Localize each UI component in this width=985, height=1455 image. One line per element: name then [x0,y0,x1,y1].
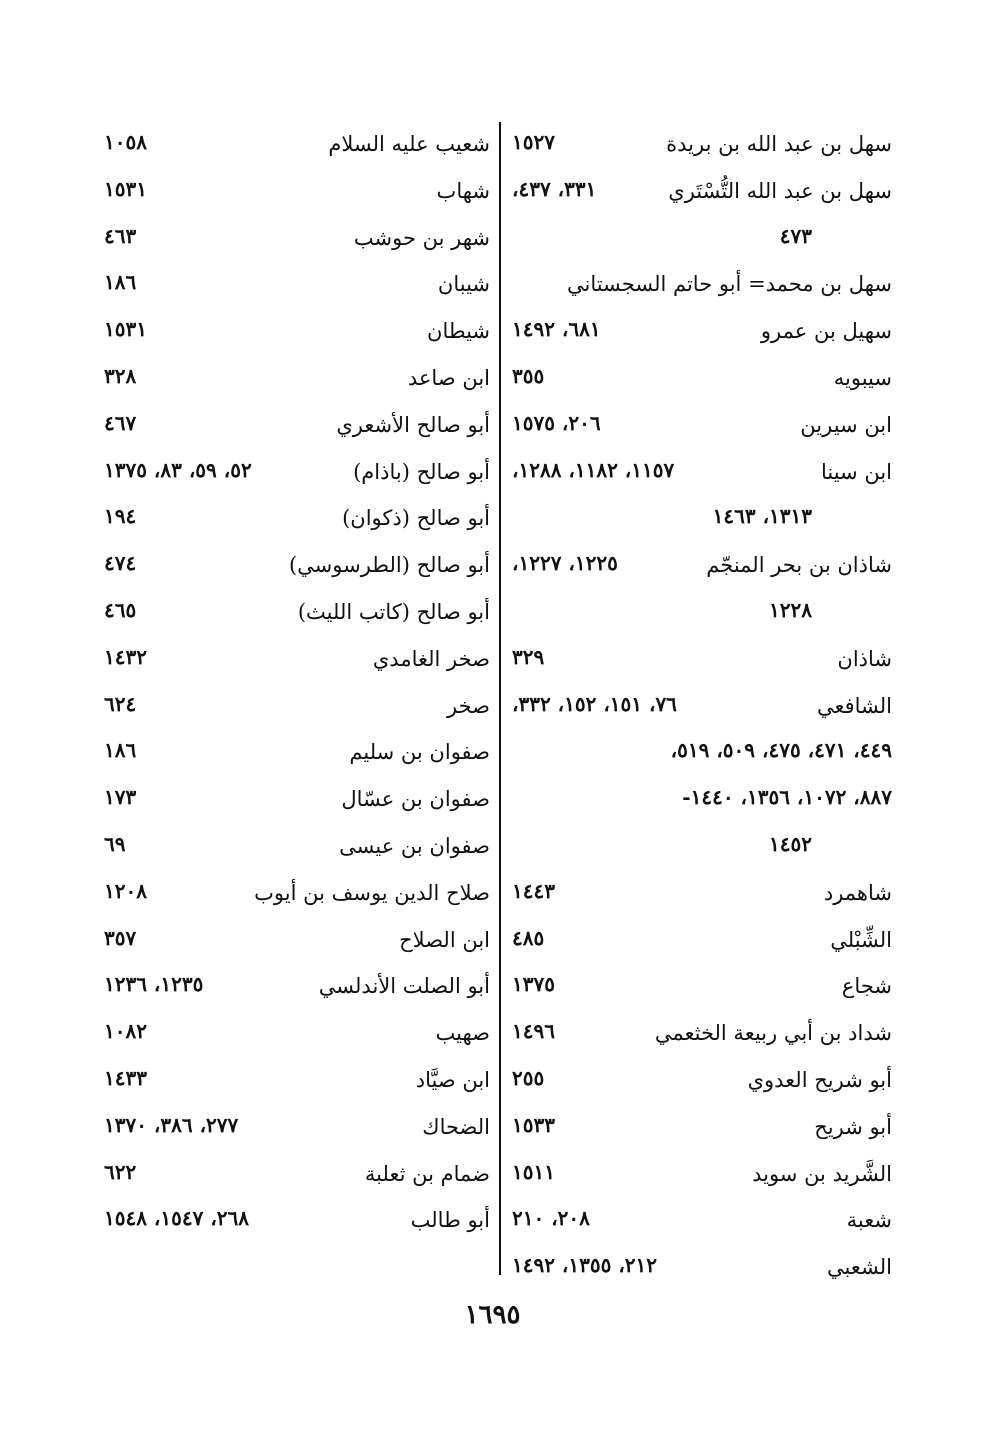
entry-name: أبو صالح (الطرسوسي) [288,553,490,578]
entry-name: أبو شريح [814,1114,892,1139]
entry-name: صفوان بن عيسى [339,833,490,858]
index-entry [104,358,490,405]
index-entry [512,1154,892,1201]
entry-name: شاذان بن بحر المنجّم [706,553,892,578]
entry-name: ابن صاعد [407,365,490,390]
entry-page-numbers: ١٣١٣، ١٤٦٣ [712,504,812,529]
entry-page-numbers: ١٥٢٧ [512,130,555,154]
entry-name: شعبة [846,1208,892,1233]
entry-page-numbers: ٢٦٨، ١٥٤٧، ١٥٤٨ [104,1206,250,1231]
entry-name: صهيب [435,1021,490,1046]
entry-page-numbers: ١٥٣٣ [512,1112,555,1137]
entry-name: سهل بن عبد الله التُّسْتَري [668,178,892,203]
entry-name: شهر بن حوشب [353,225,490,250]
index-entry [512,311,892,358]
entry-page-numbers: ٦٨١، ١٤٩٢ [512,317,601,342]
entry-name: سهل بن محمد= أبو حاتم السجستاني [566,272,892,297]
index-entry [104,920,490,967]
entry-page-numbers: ١٢٠٨ [104,878,147,903]
entry-name: أبو الصلت الأندلسي [318,974,490,999]
index-entry-continuation [512,592,892,639]
entry-page-numbers: ٧٦، ١٥١، ١٥٢، ٣٣٢، [512,691,677,716]
entry-page-numbers: ١٤٤٣ [512,878,555,903]
entry-name: صفوان بن عسّال [341,787,490,812]
entry-page-numbers: ٢٥٥ [512,1065,545,1090]
entry-page-numbers: ١٤٩٦ [512,1019,555,1044]
entry-page-numbers: ٦٢٢ [104,1159,137,1184]
index-entry [512,452,892,499]
entry-name: الشِّبْلي [830,927,892,952]
index-entry [512,171,892,218]
index-entry [104,732,490,779]
entry-name: شعيب عليه السلام [328,132,490,156]
entry-page-numbers: ٤٧٣ [779,223,812,248]
index-entry-continuation [512,218,892,265]
entry-page-numbers: ٤٦٧ [104,410,137,435]
entry-page-numbers: ١٣٧٥ [512,972,555,997]
entry-page-numbers: ٨٨٧، ١٠٧٢، ١٣٥٦، ١٤٤٠- [682,785,892,810]
index-entry [104,498,490,545]
entry-name: شداد بن أبي ربيعة الخثعمي [654,1021,892,1046]
entry-name: صخر [447,693,490,718]
index-entry [104,1200,490,1247]
entry-name: ابن الصلاح [399,927,490,952]
entry-page-numbers: ٤٨٥ [512,925,545,950]
index-entry [512,920,892,967]
entry-page-numbers: ٢٠٦، ١٥٧٥ [512,410,601,435]
index-entry [512,1200,892,1247]
entry-name: شيطان [427,319,490,344]
entry-name: ابن سينا [820,459,892,484]
index-entry [512,358,892,405]
entry-name: صلاح الدين يوسف بن أيوب [254,880,490,905]
entry-name: شاهمرد [823,880,892,905]
column-divider [499,122,501,1275]
index-entry [512,124,892,171]
entry-page-numbers: ٣٣١، ٤٣٧، [512,176,597,201]
index-entry [104,686,490,733]
entry-page-numbers: ١٤٣٢ [104,644,147,669]
entry-name: صفوان بن سليم [349,740,490,765]
entry-page-numbers: ١٠٥٨ [104,130,147,154]
entry-page-numbers: ٣٢٩ [512,644,545,669]
index-entry [104,639,490,686]
entry-name: أبو صالح (ذكوان) [342,506,490,531]
entry-page-numbers: ١٠٨٢ [104,1019,147,1044]
entry-name: أبو شريح العدوي [747,1067,892,1092]
entry-page-numbers: ٦٢٤ [104,691,137,716]
index-entry [512,639,892,686]
index-entry [104,1107,490,1154]
entry-name: ابن سيرين [800,412,892,437]
entry-name: أبو صالح (كاتب الليث) [297,599,490,624]
index-entry [104,966,490,1013]
entry-name: أبو صالح الأشعري [336,412,490,437]
entry-name: شهاب [436,178,490,203]
index-entry [104,452,490,499]
entry-page-numbers: ١٥٣١ [104,317,147,342]
index-entry [104,826,490,873]
entry-page-numbers: ١٤٥٢ [769,831,812,856]
index-entry [104,218,490,265]
index-entry [512,1060,892,1107]
index-entry [104,1013,490,1060]
entry-page-numbers: ٢١٢، ١٣٥٥، ١٤٩٢ [512,1253,658,1278]
entry-name: أبو طالب [410,1208,490,1233]
index-entry [512,1247,892,1294]
entry-name: سهل بن عبد الله بن بريدة [666,132,892,156]
entry-name: ضمام بن ثعلبة [364,1161,490,1186]
entry-page-numbers: ٢٠٨، ٢١٠ [512,1206,590,1231]
index-entry [104,311,490,358]
entry-page-numbers: ٣٥٥ [512,363,545,388]
entry-page-numbers: ١٩٤ [104,504,137,529]
index-entry [512,873,892,920]
index-entry-continuation [512,779,892,826]
entry-name: أبو صالح (باذام) [353,459,490,484]
index-entry [104,1060,490,1107]
index-entry-continuation [512,498,892,545]
index-entry [104,545,490,592]
entry-page-numbers: ٣٥٧ [104,925,137,950]
index-entry [104,124,490,171]
entry-page-numbers: ٤٦٥ [104,597,137,622]
entry-page-numbers: ٤٤٩، ٤٧١، ٤٧٥، ٥٠٩، ٥١٩، [670,738,892,763]
index-entry-continuation [512,732,892,779]
index-column-right [512,124,892,1294]
index-entry [104,873,490,920]
index-entry [512,1013,892,1060]
entry-page-numbers: ٢٧٧، ٣٨٦، ١٣٧٠ [104,1112,239,1137]
entry-page-numbers: ٤٧٤ [104,551,137,576]
entry-page-numbers: ١٢٢٥، ١٢٢٧، [512,551,618,576]
entry-page-numbers: ١٢٣٥، ١٢٣٦ [104,972,204,997]
entry-name: سيبويه [833,365,892,390]
page-number: ١٦٩٥ [464,1300,521,1330]
entry-page-numbers: ١٧٣ [104,785,137,810]
entry-name: صخر الغامدي [372,646,490,671]
index-entry [104,171,490,218]
index-entry [104,405,490,452]
index-column-left [104,124,490,1247]
entry-page-numbers: ١٨٦ [104,738,137,763]
index-entry [512,545,892,592]
entry-name: الشافعي [816,693,892,718]
entry-page-numbers: ١٥٣١ [104,176,147,201]
entry-name: الشَّريد بن سويد [752,1161,892,1186]
index-entry [104,264,490,311]
index-entry [512,264,892,311]
entry-name: الضحاك [422,1114,490,1139]
index-entry-continuation [512,826,892,873]
index-entry [512,405,892,452]
index-entry [104,779,490,826]
index-entry [104,592,490,639]
entry-name: شجاع [841,974,892,999]
entry-name: الشعبي [827,1255,892,1280]
entry-page-numbers: ١٨٦ [104,270,137,295]
entry-page-numbers: ٣٢٨ [104,363,137,388]
index-entry [104,1154,490,1201]
entry-name: شيبان [437,272,490,297]
entry-name: شاذان [837,646,892,671]
entry-page-numbers: ١٥١١ [512,1159,555,1184]
entry-page-numbers: ٦٩ [104,831,126,856]
index-entry [512,686,892,733]
entry-page-numbers: ٥٢، ٥٩، ٨٣، ١٣٧٥ [104,457,252,482]
index-entry [512,1107,892,1154]
entry-page-numbers: ١٤٣٣ [104,1065,147,1090]
entry-page-numbers: ٤٦٣ [104,223,137,248]
entry-name: سهيل بن عمرو [760,319,892,344]
entry-page-numbers: ١٢٢٨ [769,597,812,622]
index-entry [512,966,892,1013]
entry-page-numbers: ١١٥٧، ١١٨٢، ١٢٨٨، [512,457,675,482]
entry-name: ابن صيَّاد [415,1067,490,1092]
